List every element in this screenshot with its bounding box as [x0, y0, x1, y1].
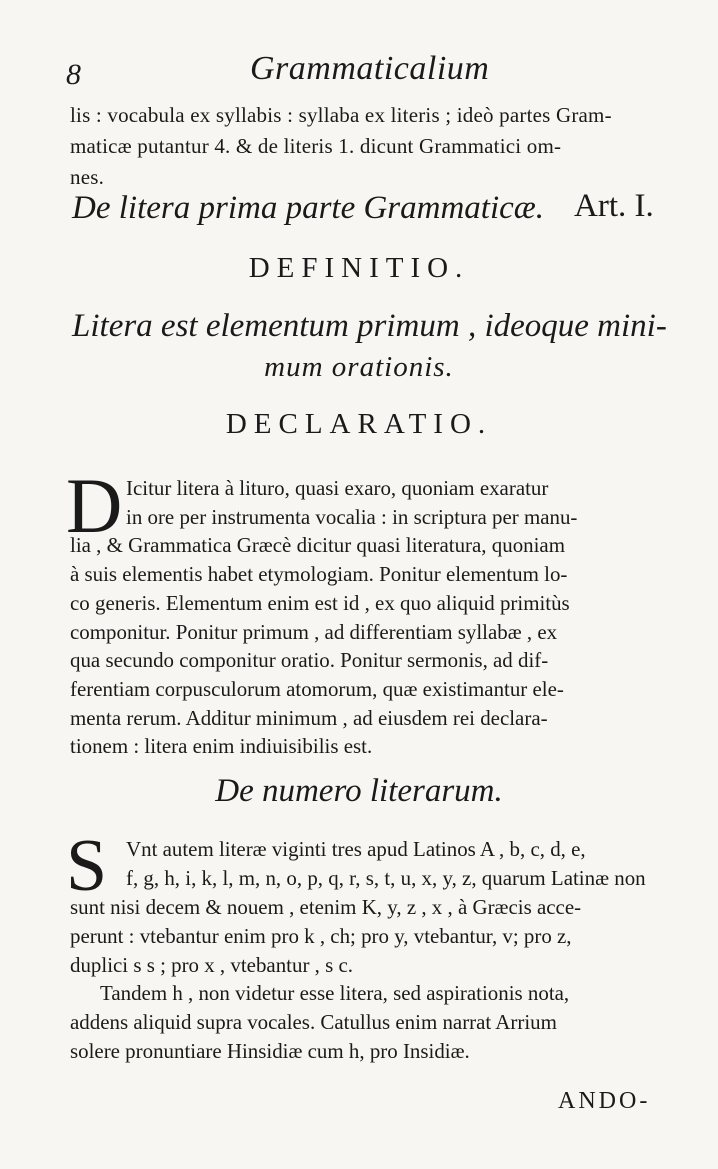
text-line: lia , & Grammatica Græcè dicitur quasi literatura, quoniam — [70, 533, 565, 558]
page-number: 8 — [66, 58, 81, 91]
text-line: addens aliquid supra vocales. Catullus enim narrat Arrium — [70, 1010, 557, 1034]
text-line: Tandem h , non videtur esse litera, sed aspirationis nota, — [100, 981, 570, 1005]
text-line: maticæ putantur 4. & de literis 1. dicunt Grammatici om- — [70, 134, 562, 158]
text-line: ferentiam corpusculorum atomorum, quæ existimantur ele- — [70, 676, 564, 701]
text-line: duplici s s ; pro x , vtebantur , s c. — [70, 953, 353, 977]
definition-line: mum orationis. — [264, 351, 454, 383]
numero-paragraph — [70, 835, 670, 980]
definitio-heading: DEFINITIO. — [248, 252, 470, 284]
article-label: Art. I. — [574, 188, 654, 224]
drop-cap: S — [66, 825, 108, 907]
text-line: sunt nisi decem & nouem , etenim K, y, z , x , à Græcis acce- — [70, 895, 582, 919]
text-line: nes. — [70, 165, 105, 189]
text-line: perunt : vtebantur enim pro k , ch; pro y, vtebantur, v; pro z, — [70, 924, 572, 948]
text-line: in ore per instrumenta vocalia : in scriptura per manu- — [126, 504, 578, 529]
text-line: tionem : litera enim indiuisibilis est. — [70, 734, 373, 759]
text-line: solere pronuntiare Hinsidiæ cum h, pro Insidiæ. — [70, 1039, 470, 1063]
section-title: De litera prima parte Grammaticæ. — [72, 190, 545, 226]
running-head: Grammaticalium — [250, 50, 490, 87]
intro-paragraph — [70, 100, 660, 193]
text-line: menta rerum. Additur minimum , ad eiusdem rei declara- — [70, 705, 548, 730]
text-line: à suis elementis habet etymologiam. Ponitur elementum lo- — [70, 562, 568, 587]
text-line: Vnt autem literæ viginti tres apud Latinos A , b, c, d, e, — [126, 837, 586, 861]
text-line: qua secundo componitur oratio. Ponitur sermonis, ad dif- — [70, 648, 549, 673]
catchword: ANDO- — [558, 1088, 651, 1114]
aspiration-paragraph — [70, 979, 670, 1066]
text-line: f, g, h, i, k, l, m, n, o, p, q, r, s, t, u, x, y, z, quarum Latinæ non — [126, 866, 646, 890]
text-line: co generis. Elementum enim est id , ex quo aliquid primitùs — [70, 590, 570, 615]
declaratio-heading: DECLARATIO. — [225, 408, 493, 440]
drop-cap: D — [66, 462, 123, 549]
text-line: Icitur litera à lituro, quasi exaro, quoniam exaratur — [126, 476, 549, 500]
text-line: componitur. Ponitur primum , ad differentiam syllabæ , ex — [70, 619, 558, 644]
section-title: De numero literarum. — [215, 773, 503, 809]
text-line: lis : vocabula ex syllabis : syllaba ex literis ; ideò partes Gram- — [70, 103, 612, 127]
declaratio-paragraph — [70, 474, 670, 761]
definition-line: Litera est elementum primum , ideoque mini- — [72, 308, 667, 344]
